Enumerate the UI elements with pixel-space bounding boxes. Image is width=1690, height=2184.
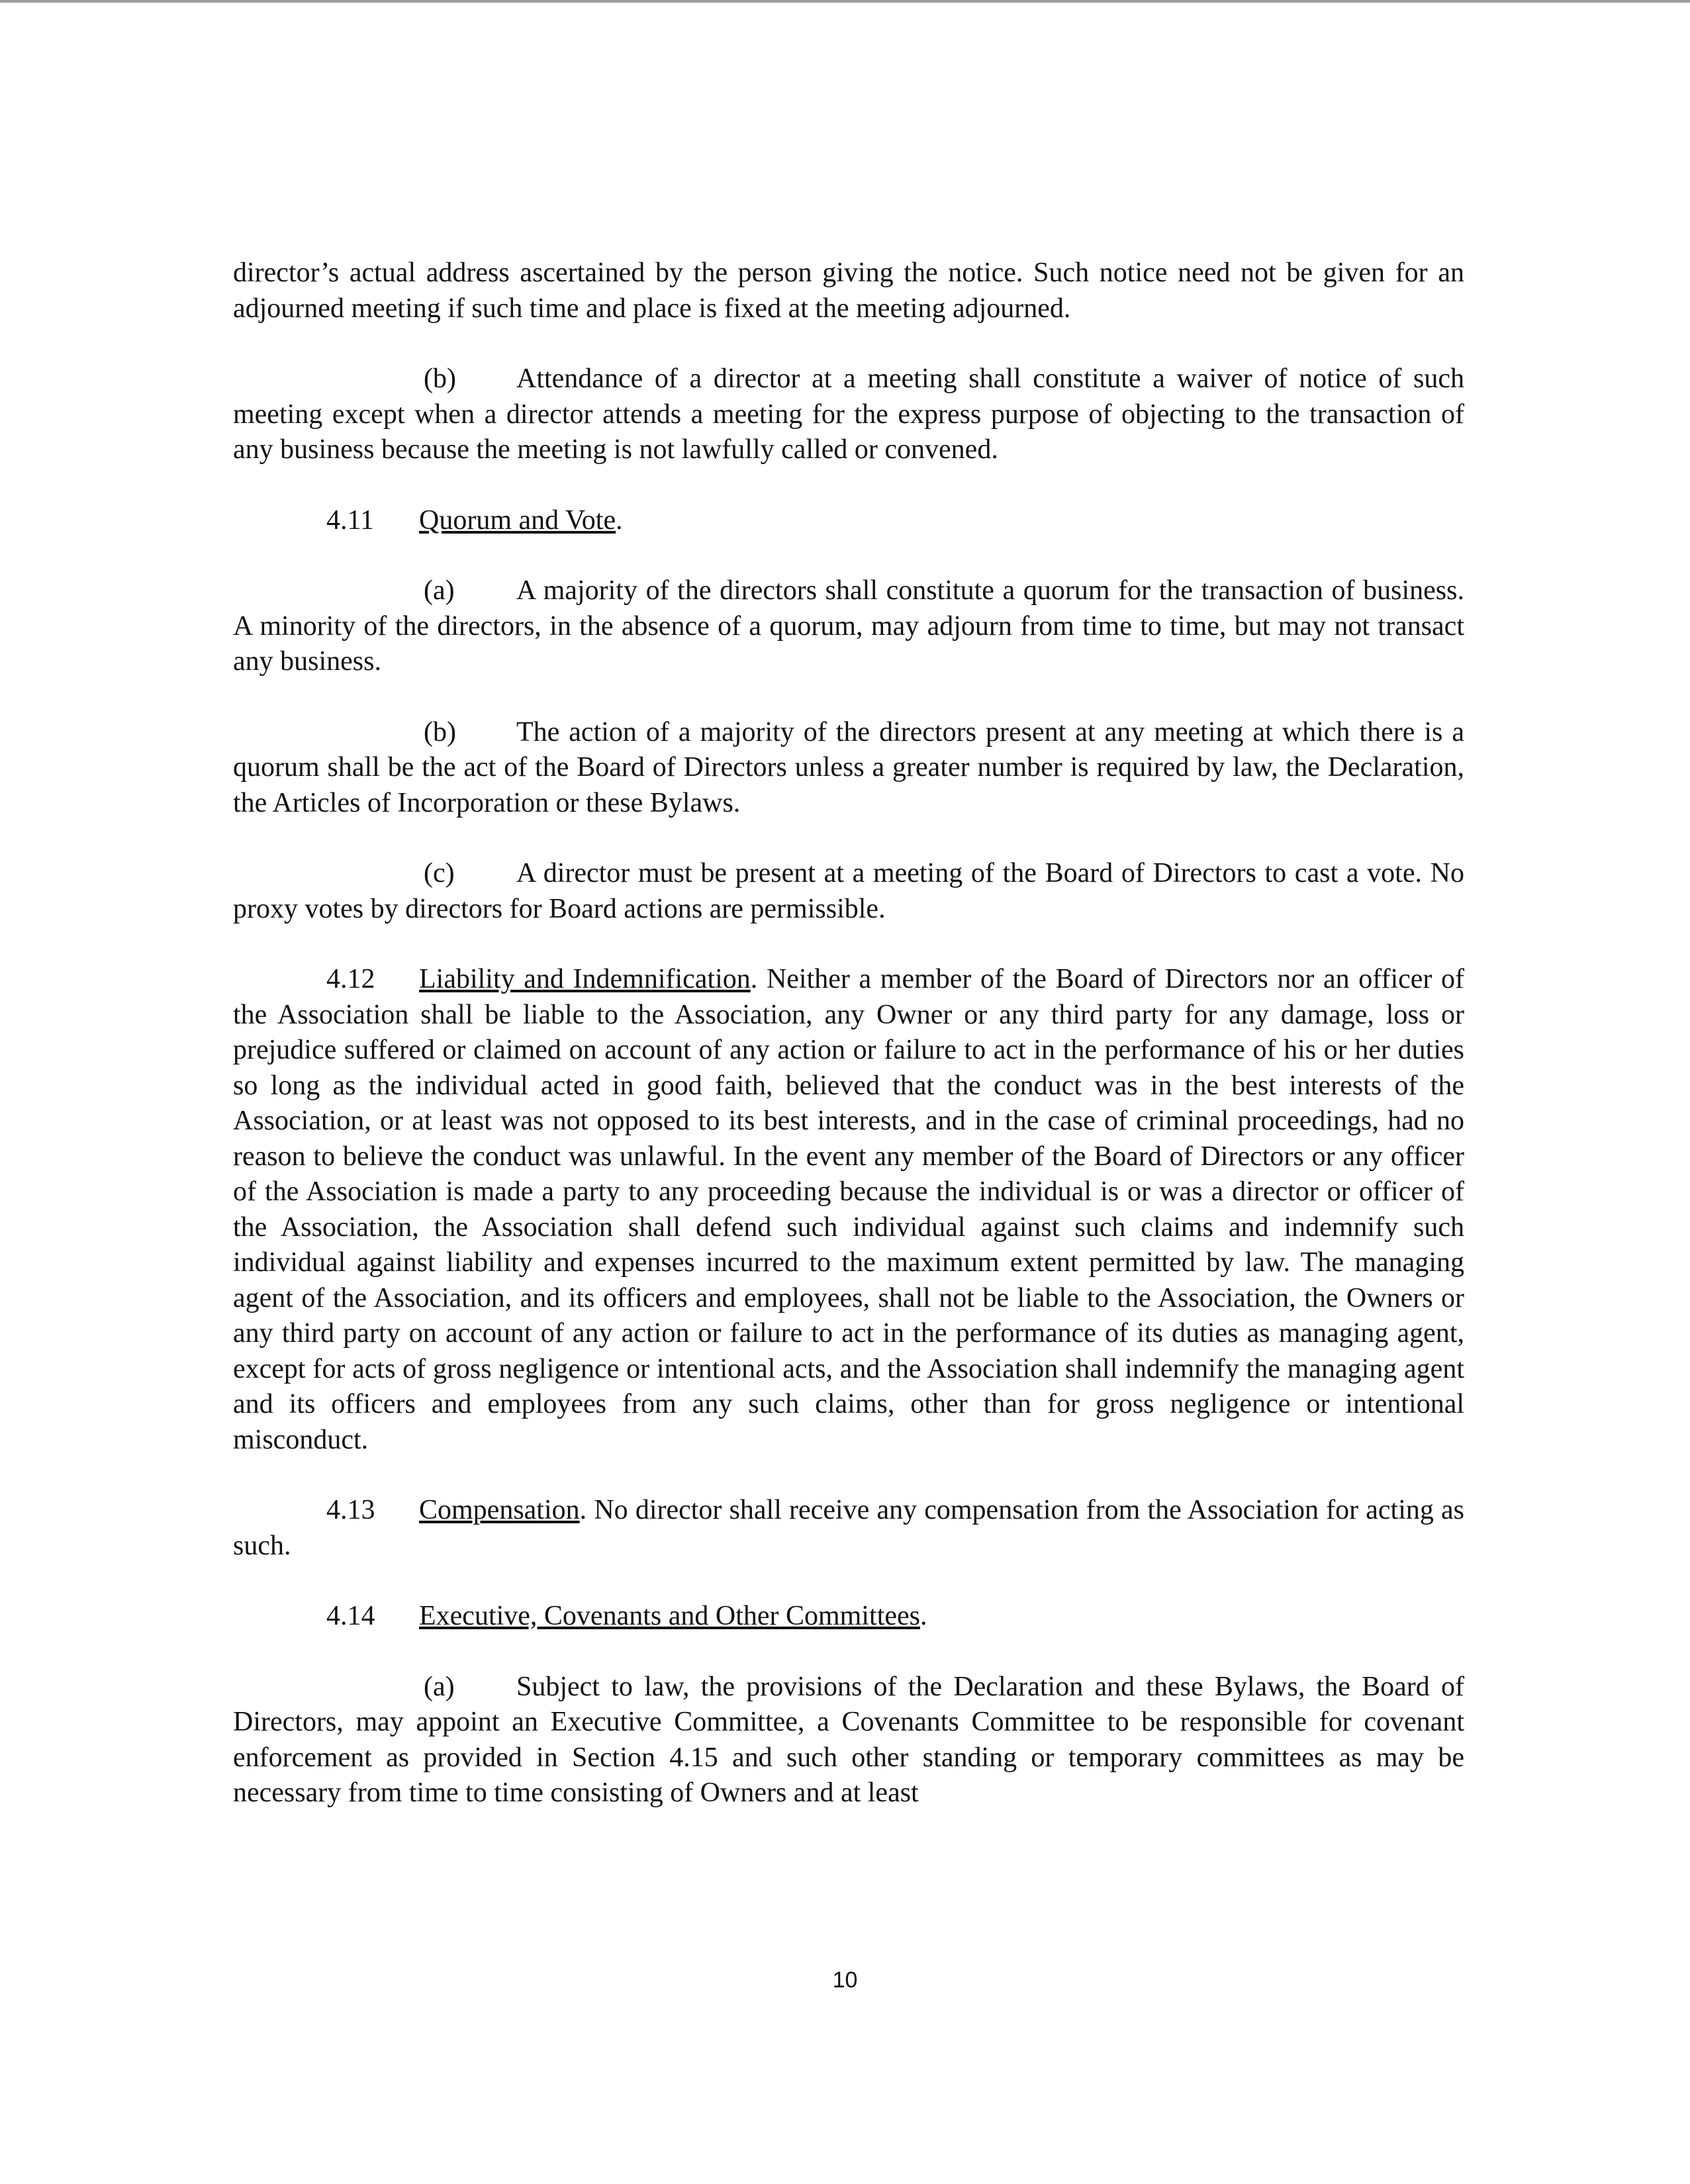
section-number: 4.14	[326, 1601, 375, 1631]
paragraph-text: A director must be present at a meeting of the Board of Directors to cast a vote. No proxy votes by directors for Board actions are permissible.	[233, 858, 1464, 924]
section-title: Executive, Covenants and Other Committees	[419, 1601, 920, 1631]
paragraph-text: The action of a majority of the directors present at any meeting at which there is a quorum shall be the act of the Board of Directors unless a greater number is required by law, the Declaration, the Articles of Incorporation or these Bylaws.	[233, 716, 1464, 818]
subsection-label: (a)	[424, 575, 455, 606]
section-title: Quorum and Vote	[419, 504, 616, 536]
section-title: Liability and Indemnification	[419, 964, 751, 994]
subsection-label: (b)	[424, 363, 456, 394]
section-number: 4.13	[326, 1495, 375, 1525]
page-top-edge	[0, 0, 1690, 3]
subsection-label: (a)	[424, 1671, 455, 1702]
continuation-text: director’s actual address ascertained by the person giving the notice. Such notice need not be given for an adjourned meeting if such time and place is fixed at the meeting adjourned.	[233, 258, 1464, 324]
paragraph-4-11-c	[233, 856, 1464, 927]
section-4-14-heading: 4.14 Executive, Covenants and Other Committees.	[233, 1599, 1464, 1635]
section-title: Compensation	[419, 1495, 580, 1525]
paragraph-4-11-b	[233, 715, 1464, 822]
section-number: 4.11	[326, 504, 374, 536]
continuation-paragraph	[233, 256, 1464, 326]
section-4-13: 4.13 Compensation. No director shall receive any compensation from the Association for acting as such.	[233, 1493, 1464, 1564]
document-body	[233, 256, 1464, 1846]
section-4-12: 4.12 Liability and Indemnification. Neither a member of the Board of Directors nor an officer of the Association shall be liable to the Association, any Owner or any third party for any damage, loss or prejudice suffered or claimed on account of any action or failure to act in the performance of his or her duties so long as the individual acted in good faith, believed that the conduct was in the best interests of the Association, or at least was not opposed to its best interests, and in the case of criminal proceedings, had no reason to believe the conduct was unlawful. In the event any member of the Board of Directors or any officer of the Association is made a party to any proceeding because the individual is or was a director or officer of the Association, the Association shall defend such individual against such claims and indemnify such individual against liability and expenses incurred to the maximum extent permitted by law. The managing agent of the Association, and its officers and employees, shall not be liable to the Association, the Owners or any third party on account of any action or failure to act in the performance of its duties as managing agent, except for acts of gross negligence or intentional acts, and the Association shall indemnify the managing agent and its officers and employees from any such claims, other than for gross negligence or intentional misconduct.	[233, 962, 1464, 1458]
section-number: 4.12	[326, 964, 375, 994]
paragraph-text: A majority of the directors shall constitute a quorum for the transaction of business. A minority of the directors, in the absence of a quorum, may adjourn from time to time, but may not transact any business.	[233, 575, 1464, 677]
subsection-label: (c)	[424, 858, 455, 888]
paragraph-text: Attendance of a director at a meeting shall constitute a waiver of notice of such meeting except when a director attends a meeting for the express purpose of objecting to the transaction of any business because the meeting is not lawfully called or convened.	[233, 363, 1464, 465]
paragraph-4-11-a	[233, 573, 1464, 680]
page-number: 10	[832, 1968, 858, 1993]
subsection-label: (b)	[424, 716, 456, 747]
section-4-11-heading: 4.11 Quorum and Vote.	[233, 503, 1464, 539]
section-body: No director shall receive any compensation from the Association for acting as such.	[233, 1495, 1465, 1561]
section-body: Neither a member of the Board of Directors nor an officer of the Association shall be liable to the Association, any Owner or any third party for any damage, loss or prejudice suffered or claimed on account of any action or failure to act in the performance of his or her duties so long as the individual acted in good faith, believed that the conduct was in the best interests of the Association, or at least was not opposed to its best interests, and in the case of criminal proceedings, had no reason to believe the conduct was unlawful. In the event any member of the Board of Directors or any officer of the Association is made a party to any proceeding because the individual is or was a director or officer of the Association, the Association shall defend such individual against such claims and indemnify such individual against liability and expenses incurred to the maximum extent permitted by law. The managing agent of the Association, and its officers and employees, shall not be liable to the Association, the Owners or any third party on account of any action or failure to act in the performance of its duties as managing agent, except for acts of gross negligence or intentional acts, and the Association shall indemnify the managing agent and its officers and employees from any such claims, other than for gross negligence or intentional misconduct.	[233, 964, 1465, 1455]
paragraph-4-14-a	[233, 1670, 1464, 1811]
paragraph-text: Subject to law, the provisions of the Declaration and these Bylaws, the Board of Directors, may appoint an Executive Committee, a Covenants Committee to be responsible for covenant enforcement as provided in Section 4.15 and such other standing or temporary committees as may be necessary from time to time consisting of Owners and at least	[233, 1671, 1464, 1808]
paragraph-4-10-b	[233, 361, 1464, 468]
